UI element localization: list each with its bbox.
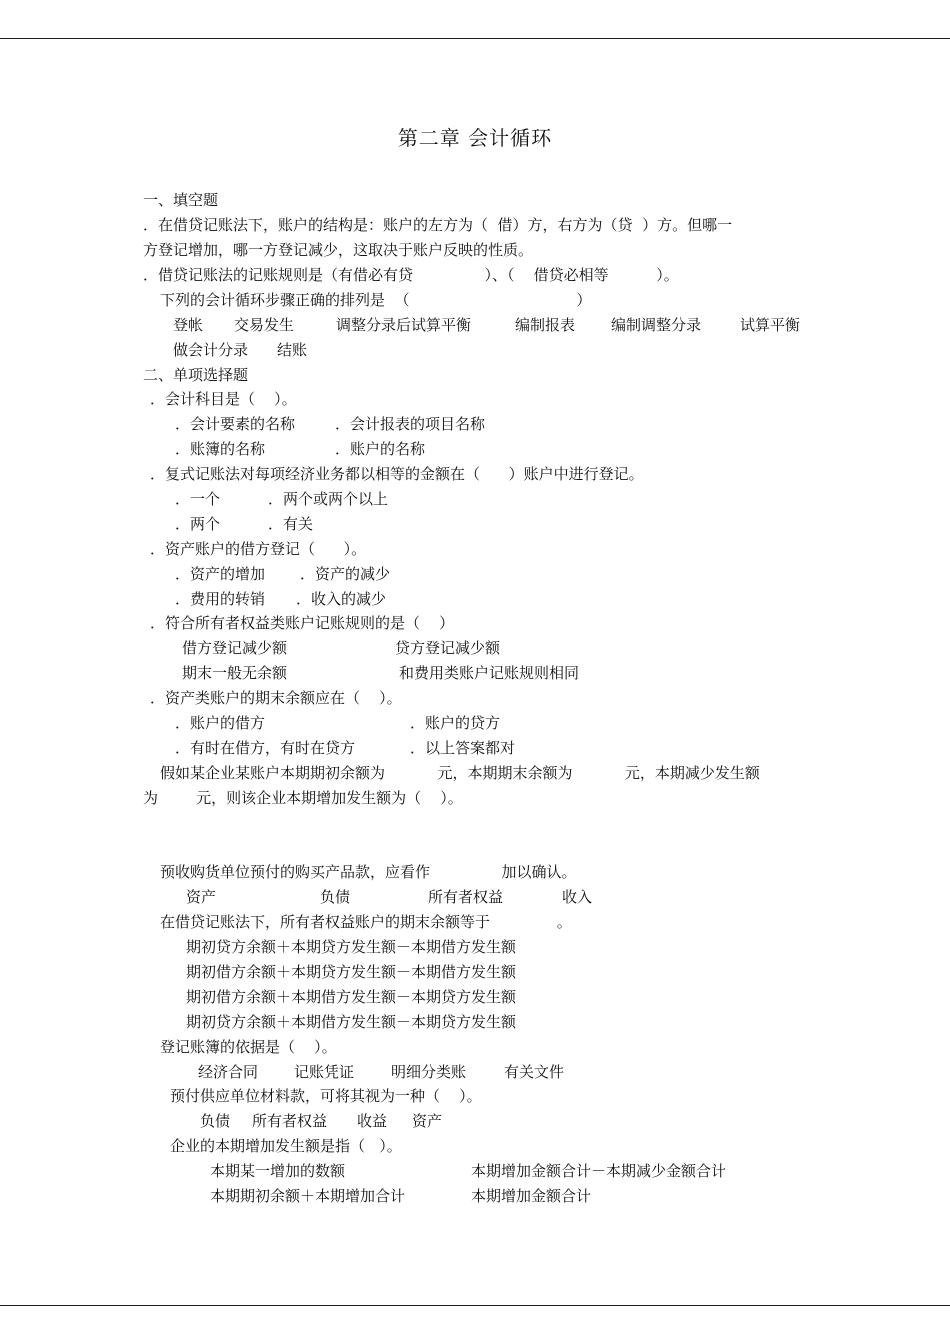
- s1-q3-option: 登帐: [173, 316, 204, 334]
- s2-q1-option-c: ．账簿的名称: [175, 440, 266, 458]
- s2-q9-option-b: 记账凭证: [294, 1063, 355, 1081]
- s2-q9-option-c: 明细分类账: [391, 1063, 467, 1081]
- page-title: 第二章 会计循环: [397, 126, 553, 150]
- s2-q4-option-c: 期末一般无余额: [182, 664, 288, 682]
- s2-q6-line1: 假如某企业某账户本期期初余额为 元，本期期末余额为 元，本期减少发生额: [160, 764, 760, 782]
- s2-q8-option-a: 期初贷方余额＋本期贷方发生额－本期借方发生额: [186, 938, 517, 956]
- s1-q3-option: 试算平衡: [740, 316, 801, 334]
- s2-q3-option-c: ．费用的转销: [175, 590, 266, 608]
- s2-q3-option-b: ．资产的减少: [300, 565, 391, 583]
- s2-q8-option-c: 期初借方余额＋本期借方发生额－本期贷方发生额: [186, 988, 517, 1006]
- s2-q5-option-a: ．账户的借方: [175, 714, 266, 732]
- s2-q11-option-b: 本期增加金额合计－本期减少金额合计: [471, 1162, 727, 1180]
- s1-q3-option: 做会计分录: [173, 341, 249, 359]
- s2-q4: ．符合所有者权益类账户记账规则的是（ ）: [150, 614, 455, 632]
- s2-q5: ．资产类账户的期末余额应在（ ）。: [150, 689, 402, 707]
- s2-q9: 登记账簿的依据是（ ）。: [160, 1038, 337, 1056]
- s2-q11-option-c: 本期期初余额＋本期增加合计: [210, 1187, 406, 1205]
- s1-q3-option: 交易发生: [234, 316, 295, 334]
- s1-q2: ．借贷记账法的记账规则是（有借必有贷 ）、（ 借贷必相等 ）。: [143, 266, 679, 284]
- s2-q7: 预收购货单位预付的购买产品款，应看作 加以确认。: [160, 863, 577, 881]
- s2-q6-line2: 为 元，则该企业本期增加发生额为（ ）。: [143, 789, 463, 807]
- section1-heading: 一、填空题: [143, 191, 219, 209]
- s2-q7-option-a: 资产: [186, 888, 217, 906]
- s2-q3-option-a: ．资产的增加: [175, 565, 266, 583]
- s1-q1-line1: ．在借贷记账法下，账户的结构是：账户的左方为（ 借）方，右方为（贷 ）方。但哪一: [143, 216, 733, 234]
- s1-q3-option: 编制调整分录: [611, 316, 702, 334]
- s1-q3: 下列的会计循环步骤正确的排列是 （ ）: [160, 291, 592, 309]
- s2-q11-option-a: 本期某一增加的数额: [210, 1162, 346, 1180]
- s2-q5-option-d: ．以上答案都对: [410, 739, 516, 757]
- s2-q2-option-c: ．两个: [175, 515, 221, 533]
- s2-q1-option-d: ．账户的名称: [335, 440, 426, 458]
- s2-q9-option-a: 经济合同: [198, 1063, 259, 1081]
- s1-q1-line2: 方登记增加，哪一方登记减少，这取决于账户反映的性质。: [143, 241, 534, 259]
- s1-q3-option: 结账: [277, 341, 308, 359]
- s2-q11: 企业的本期增加发生额是指（ ）。: [170, 1137, 402, 1155]
- s1-q3-option: 调整分录后试算平衡: [336, 316, 472, 334]
- s2-q3-option-d: ．收入的减少: [296, 590, 387, 608]
- s2-q7-option-b: 负债: [320, 888, 351, 906]
- s2-q1-option-a: ．会计要素的名称: [175, 415, 296, 433]
- s2-q4-option-b: 贷方登记减少额: [395, 639, 501, 657]
- s2-q2-option-d: ．有关: [268, 515, 314, 533]
- s2-q3: ．资产账户的借方登记（ ）。: [150, 540, 367, 558]
- bottom-rule: [0, 1305, 950, 1306]
- s2-q8: 在借贷记账法下，所有者权益账户的期末余额等于 。: [160, 913, 572, 931]
- s2-q5-option-b: ．账户的贷方: [410, 714, 501, 732]
- s2-q2-option-b: ．两个或两个以上: [268, 490, 389, 508]
- s2-q10-option-a: 负债: [200, 1112, 231, 1130]
- s2-q4-option-d: 和费用类账户记账规则相同: [399, 664, 580, 682]
- s2-q10-option-d: 资产: [412, 1112, 443, 1130]
- s2-q2: ．复式记账法对每项经济业务都以相等的金额在（ ）账户中进行登记。: [150, 465, 644, 483]
- s2-q10-option-c: 收益: [357, 1112, 388, 1130]
- s2-q10: 预付供应单位材料款，可将其视为一种（ ）。: [170, 1087, 482, 1105]
- s2-q1: ．会计科目是（ ）。: [150, 390, 297, 408]
- s2-q2-option-a: ．一个: [175, 490, 221, 508]
- s2-q4-option-a: 借方登记减少额: [182, 639, 288, 657]
- s1-q3-option: 编制报表: [515, 316, 576, 334]
- s2-q9-option-d: 有关文件: [504, 1063, 565, 1081]
- s2-q10-option-b: 所有者权益: [252, 1112, 328, 1130]
- top-rule: [0, 38, 950, 39]
- section2-heading: 二、单项选择题: [143, 366, 249, 384]
- s2-q8-option-d: 期初贷方余额＋本期借方发生额－本期贷方发生额: [186, 1013, 517, 1031]
- s2-q7-option-c: 所有者权益: [428, 888, 504, 906]
- s2-q1-option-b: ．会计报表的项目名称: [335, 415, 486, 433]
- s2-q5-option-c: ．有时在借方，有时在贷方: [175, 739, 356, 757]
- s2-q11-option-d: 本期增加金额合计: [471, 1187, 592, 1205]
- s2-q8-option-b: 期初借方余额＋本期贷方发生额－本期借方发生额: [186, 963, 517, 981]
- s2-q7-option-d: 收入: [562, 888, 593, 906]
